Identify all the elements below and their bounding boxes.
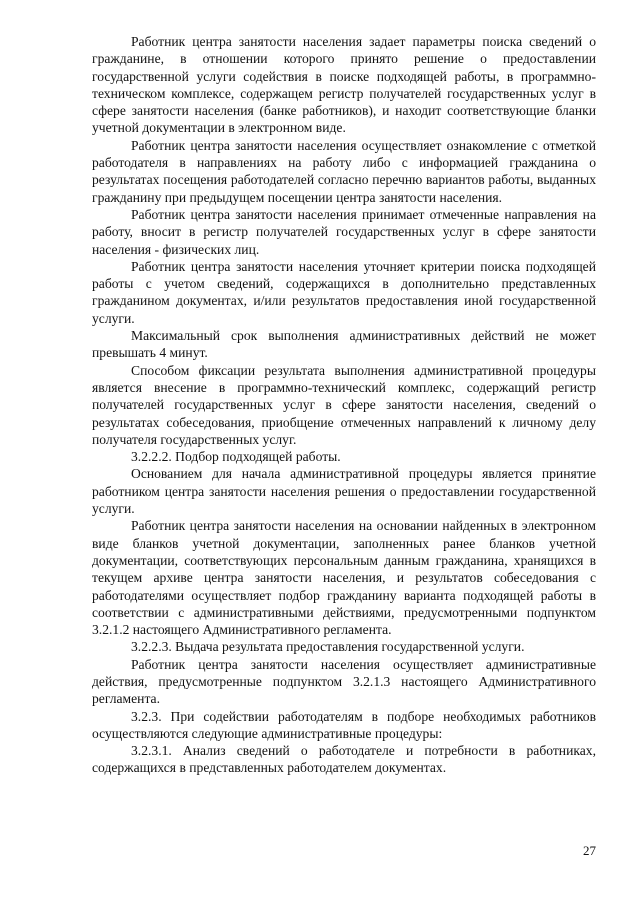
paragraph-fixation-method: Способом фиксации результата выполнения административной процедуры является внесение в программно-технический комплекс, содержащий регистр получателей государственных услуг в сфере занятости населения, сведений о результатах собеседования, приобщение отмеченных направлений к личному делу получателя государственных услуг. <box>92 362 596 447</box>
paragraph-accept-referrals: Работник центра занятости населения принимает отмеченные направления на работу, вносит в регистр получателей государственных услуг в сфере занятости населения - физических лиц. <box>92 206 596 257</box>
paragraph-admin-actions: Работник центра занятости населения осуществляет административные действия, предусмотренные подпунктом 3.2.1.3 настоящего Административного регламента. <box>92 656 596 707</box>
paragraph-search-params: Работник центра занятости населения задает параметры поиска сведений о гражданине, в отношении которого принято решение о предоставлении государственной услуги содействия в поиске подходящей работы, в программно-техническом комплексе, содержащем регистр получателей государственных услуг в сфере занятости населения (банке работников), и находит соответствующие бланки учетной документации в электронном виде. <box>92 34 596 136</box>
paragraph-procedure-basis: Основанием для начала административной процедуры является принятие работником центра занятости населения решения о предоставлении государственной услуги. <box>92 466 596 517</box>
paragraph-job-selection: Работник центра занятости населения на основании найденных в электронном виде бланков учетной документации, заполненных ранее бланков учетной документации, соответствующих персональным данным гражданина, хранящихся в текущем архиве центра занятости населения, и результатов собеседования с работодателями осуществляет подбор гражданину варианта подходящей работы в соответствии с административными действиями, предусмотренными подпунктом 3.2.1.2 настоящего Административного регламента. <box>92 518 596 638</box>
page-number: 27 <box>583 843 596 858</box>
paragraph-refine-criteria: Работник центра занятости населения уточняет критерии поиска подходящей работы с учетом сведений, содержащихся в дополнительно представленных гражданином документах, и/или результатов предоставления иной государственной услуги. <box>92 258 596 326</box>
paragraph-3-2-3: 3.2.3. При содействии работодателям в подборе необходимых работников осуществляются следующие административные процедуры: <box>92 708 596 741</box>
section-heading-3-2-2-2: 3.2.2.2. Подбор подходящей работы. <box>131 449 341 465</box>
paragraph-3-2-3-1: 3.2.3.1. Анализ сведений о работодателе и потребности в работниках, содержащихся в представленных работодателем документах. <box>92 743 596 776</box>
paragraph-max-time: Максимальный срок выполнения административных действий не может превышать 4 минут. <box>92 328 596 361</box>
section-heading-3-2-2-3: 3.2.2.3. Выдача результата предоставления государственной услуги. <box>131 639 525 655</box>
document-page <box>92 33 596 777</box>
paragraph-employer-marks: Работник центра занятости населения осуществляет ознакомление с отметкой работодателя в направлениях на работу либо с информацией гражданина о результатах посещения работодателей согласно перечню вариантов работы, выданных гражданину при предыдущем посещении центра занятости населения. <box>92 137 596 205</box>
